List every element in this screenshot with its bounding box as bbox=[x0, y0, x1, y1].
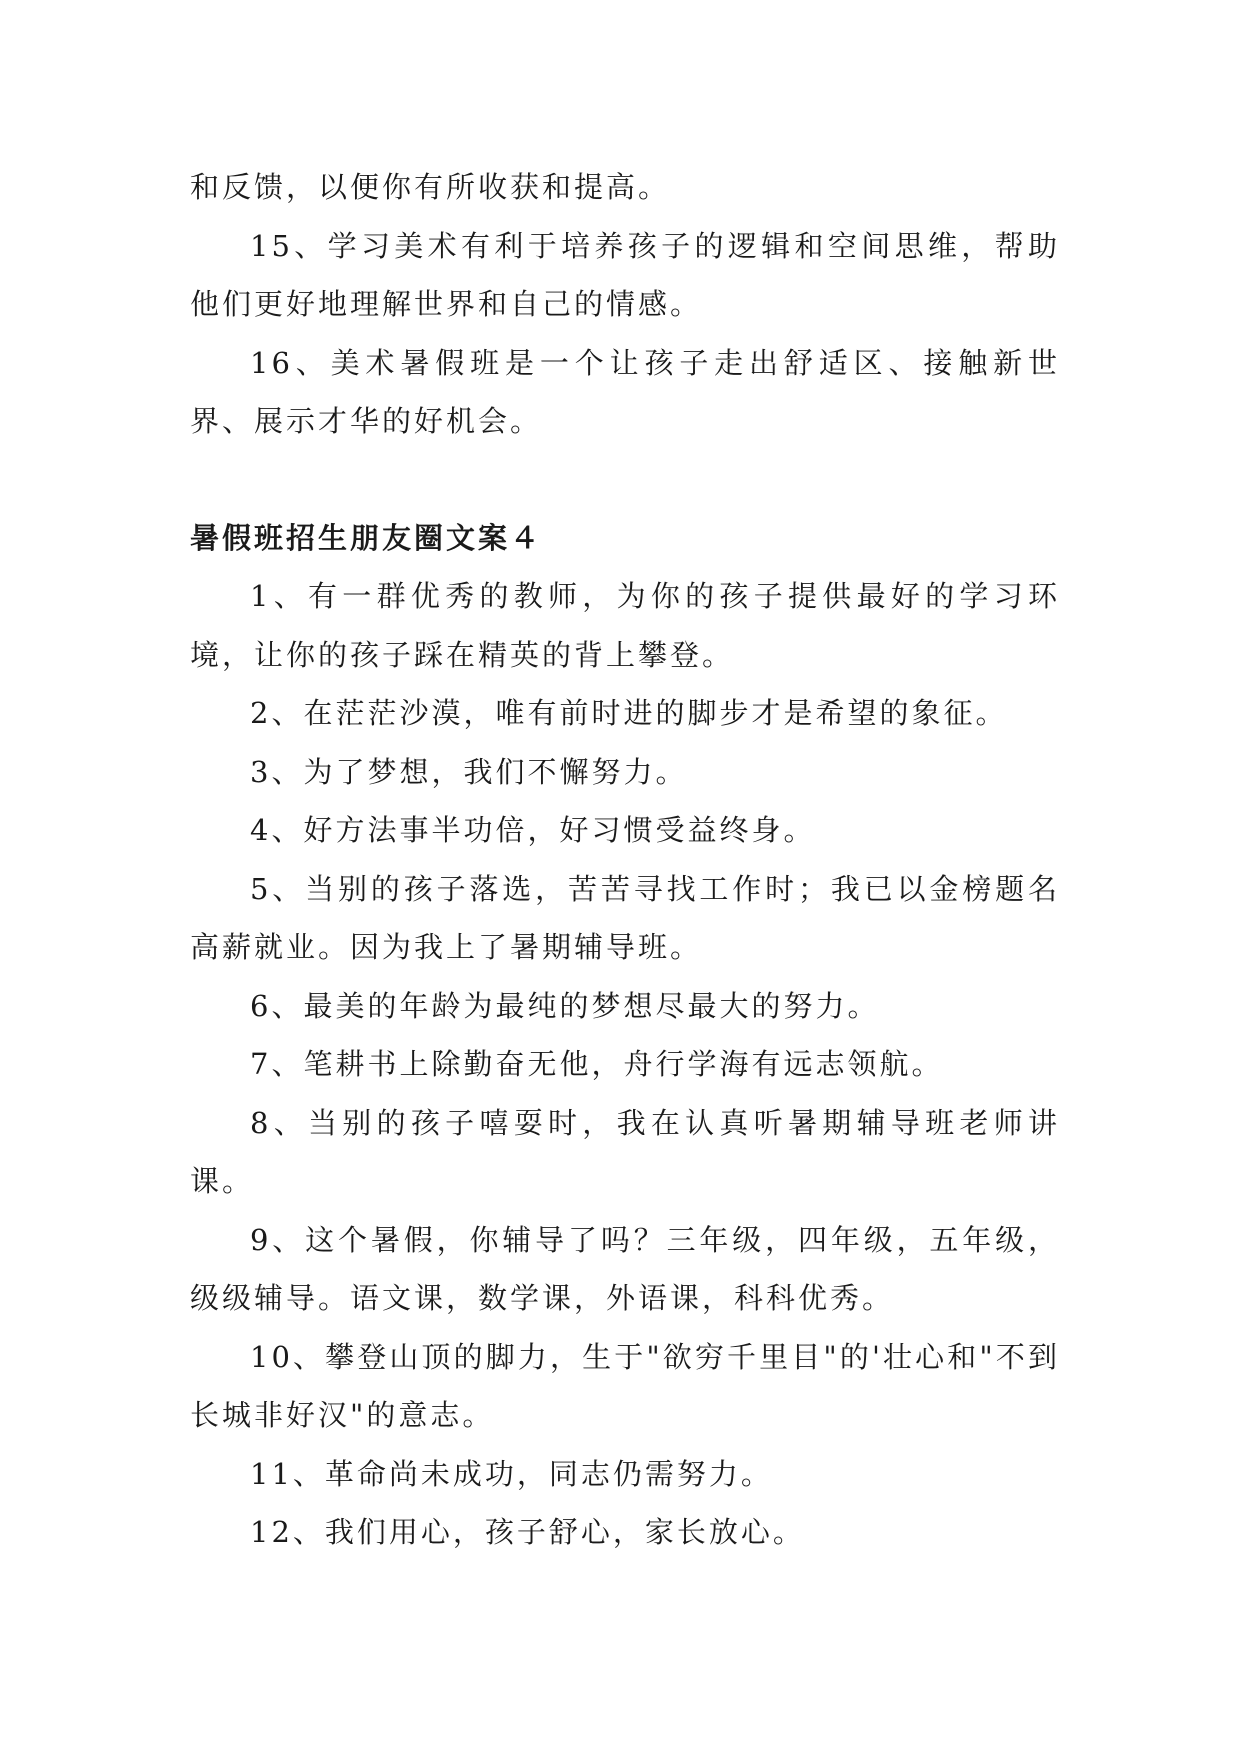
paragraph-item-11: 11、革命尚未成功，同志仍需努力。 bbox=[250, 1456, 773, 1491]
paragraph-item-8: 8、当别的孩子嘻耍时，我在认真听暑期辅导班老师讲课。 bbox=[190, 1105, 1060, 1198]
paragraph-item-10: 10、攀登山顶的脚力，生于"欲穷千里目"的'壮心和"不到长城非好汉"的意志。 bbox=[190, 1339, 1060, 1432]
paragraph-item-7: 7、笔耕书上除勤奋无他，舟行学海有远志领航。 bbox=[250, 1047, 944, 1081]
paragraph-item-12: 12、我们用心，孩子舒心，家长放心。 bbox=[250, 1515, 805, 1549]
paragraph-item-5: 5、当别的孩子落选，苦苦寻找工作时；我已以金榜题名高薪就业。因为我上了暑期辅导班。 bbox=[190, 871, 1060, 964]
paragraph-item-6: 6、最美的年龄为最纯的梦想尽最大的努力。 bbox=[250, 988, 880, 1023]
section-spacer bbox=[190, 451, 1060, 509]
section-heading: 暑假班招生朋友圈文案４ bbox=[190, 520, 543, 555]
paragraph-item-3: 3、为了梦想，我们不懈努力。 bbox=[250, 754, 688, 789]
paragraph-continuation: 和反馈，以便你有所收获和提高。 bbox=[190, 170, 671, 204]
paragraph-item-4: 4、好方法事半功倍，好习惯受益终身。 bbox=[250, 813, 816, 847]
document-body bbox=[190, 158, 1060, 1562]
paragraph-item-2: 2、在茫茫沙漠，唯有前时进的脚步才是希望的象征。 bbox=[250, 696, 1008, 730]
paragraph-item-15: 15、学习美术有利于培养孩子的逻辑和空间思维，帮助他们更好地理解世界和自己的情感。 bbox=[190, 228, 1060, 321]
paragraph-item-16: 16、美术暑假班是一个让孩子走出舒适区、接触新世界、展示才华的好机会。 bbox=[190, 345, 1060, 438]
paragraph-item-1: 1、有一群优秀的教师，为你的孩子提供最好的学习环境，让你的孩子踩在精英的背上攀登。 bbox=[190, 579, 1060, 672]
paragraph-item-9: 9、这个暑假，你辅导了吗？三年级，四年级，五年级，级级辅导。语文课，数学课，外语课，科科优秀。 bbox=[190, 1222, 1060, 1315]
